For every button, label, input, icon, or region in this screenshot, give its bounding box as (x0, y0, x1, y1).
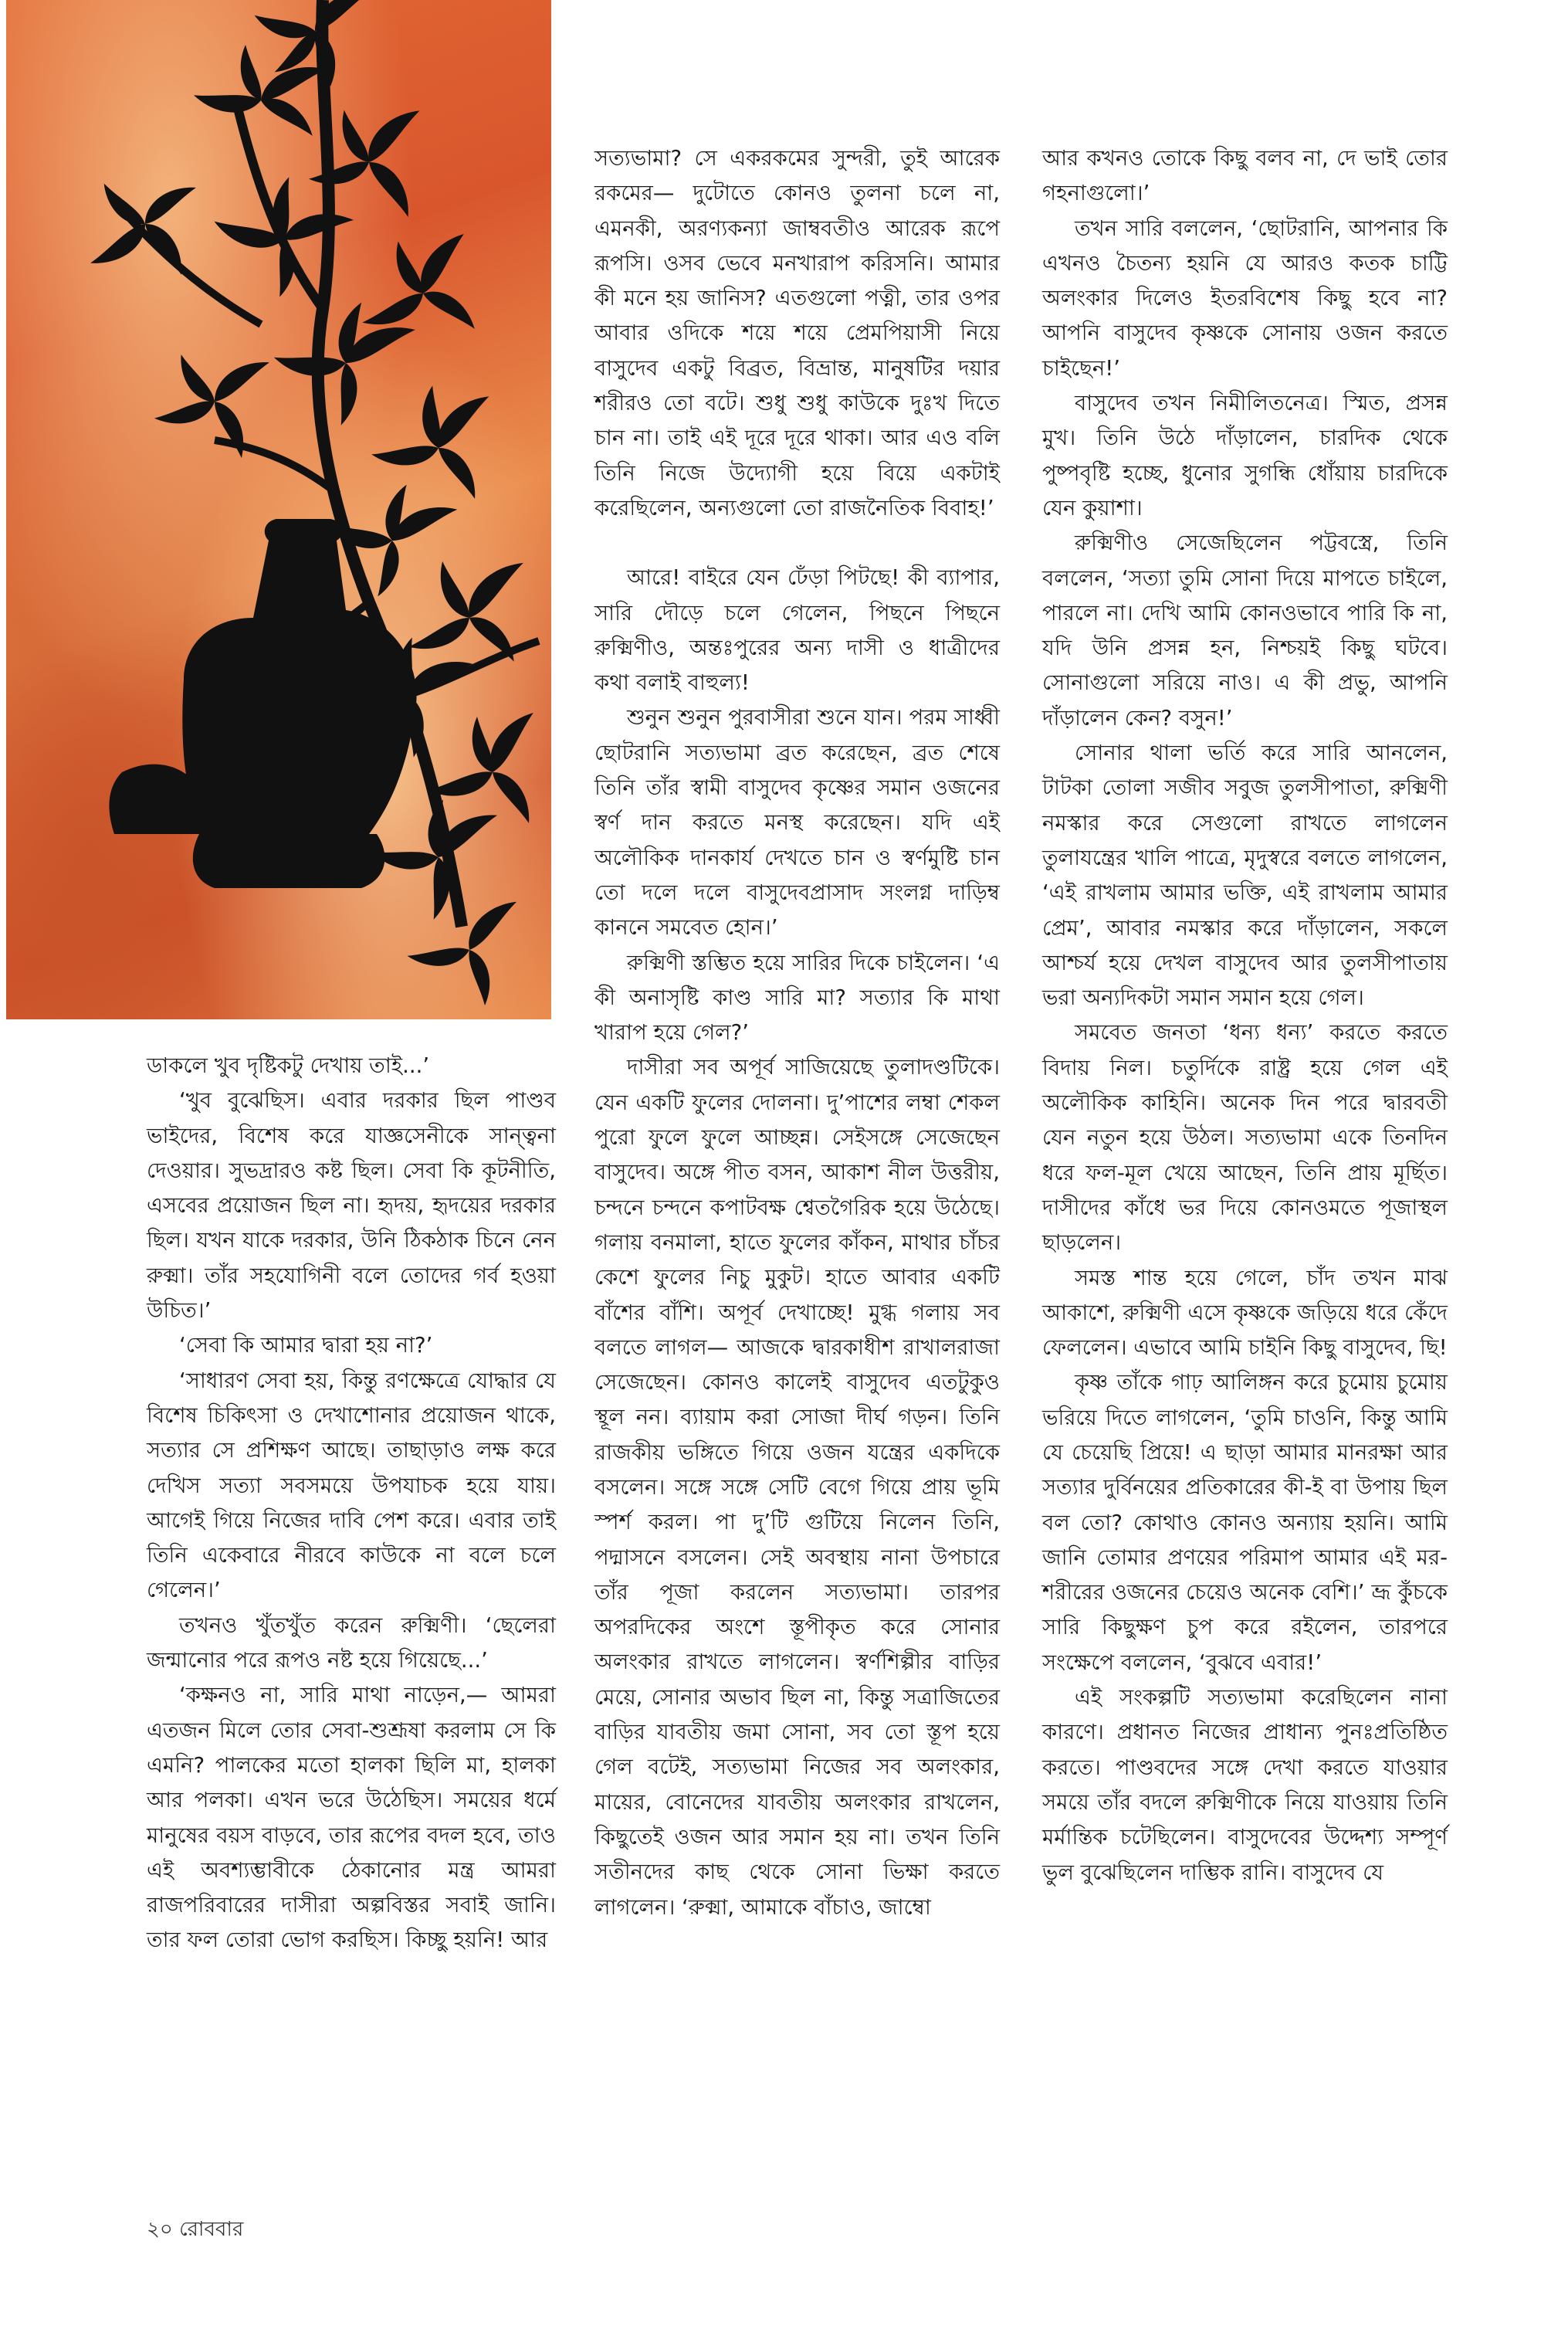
tulsi-plant-silhouette (6, 0, 551, 1019)
paragraph: দাসীরা সব অপূর্ব সাজিয়েছে তুলাদণ্ডটিকে। যেন একটি ফুলের দোলনা। দু’পাশের লম্বা শেকল পুরো ফুলে ফুলে আচ্ছন্ন। সেইসঙ্গে সেজেছেন বাসুদেব। অঙ্গে পীত বসন, আকাশ নীল উত্তরীয়, চন্দনে চন্দনে কপাটবক্ষ শ্বেতগৈরিক হয়ে উঠেছে। গলায় বনমালা, হাতে ফুলের কাঁকন, মাথার চাঁচর কেশে ফুলের নিচু মুকুট। হাতে আবার একটি বাঁশের বাঁশি। অপূর্ব দেখাচ্ছে! মুগ্ধ গলায় সব বলতে লাগল— আজকে দ্বারকাধীশ রাখালরাজা সেজেছেন। কোনও কালেই বাসুদেব এতটুকুও স্থূল নন। ব্যায়াম করা সোজা দীর্ঘ গড়ন। তিনি রাজকীয় ভঙ্গিতে গিয়ে ওজন যন্ত্রের একদিকে বসলেন। সঙ্গে সঙ্গে সেটি বেগে গিয়ে প্রায় ভূমি স্পর্শ করল। পা দু’টি গুটিয়ে নিলেন তিনি, পদ্মাসনে বসলেন। সেই অবস্থায় নানা উপচারে তাঁর পূজা করলেন সত্যভামা। তারপর অপরদিকের অংশে স্তূপীকৃত করে সোনার অলংকার রাখতে লাগলেন। স্বর্ণশিল্পীর বাড়ির মেয়ে, সোনার অভাব ছিল না, কিন্তু সত্রাজিতের বাড়ির যাবতীয় জমা সোনা, সব তো স্তূপ হয়ে গেল বটেই, সত্যভামা নিজের সব অলংকার, মায়ের, বোনেদের যাবতীয় অলংকার রাখলেন, কিছুতেই ওজন আর সমান হয় না। তখন তিনি সতীনদের কাছ থেকে সোনা ভিক্ষা করতে লাগলেন। ‘রুক্মা, আমাকে বাঁচাও, জাম্বো (594, 1055, 1000, 1920)
paragraph: ‘সাধারণ সেবা হয়, কিন্তু রণক্ষেত্রে যোদ্ধার যে বিশেষ চিকিৎসা ও দেখাশোনার প্রয়োজন থাকে, সত্যার সে প্রশিক্ষণ আছে। তাছাড়াও লক্ষ করে দেখিস সত্যা সবসময়ে উপযাচক হয়ে যায়। আগেই গিয়ে নিজের দাবি পেশ করে। এবার তাই তিনি একেবারে নীরবে কাউকে না বলে চলে গেলেন।’ (147, 1368, 556, 1603)
paragraph: তখনও খুঁতখুঁত করেন রুক্মিণী। ‘ছেলেরা জন্মানোর পরে রূপও নষ্ট হয়ে গিয়েছে...’ (147, 1612, 556, 1673)
paragraph: বাসুদেব তখন নিমীলিতনেত্র। স্মিত, প্রসন্ন মুখ। তিনি উঠে দাঁড়ালেন, চারদিক থেকে পুষ্পবৃষ্টি হচ্ছে, ধুনোর সুগন্ধি ধোঁয়ায় চারদিকে যেন কুয়াশা। (1042, 391, 1448, 520)
paragraph: আরে! বাইরে যেন ঢেঁড়া পিটছে! কী ব্যাপার, সারি দৌড়ে চলে গেলেন, পিছনে পিছনে রুক্মিণীও, অন্তঃপুরের অন্য দাসী ও ধাত্রীদের কথা বলাই বাহুল্য! (594, 565, 1000, 696)
paragraph: সোনার থালা ভর্তি করে সারি আনলেন, টাটকা তোলা সজীব সবুজ তুলসীপাতা, রুক্মিণী নমস্কার করে সেগুলো রাখতে লাগলেন তুলাযন্ত্রের খালি পাত্রে, মৃদুস্বরে বলতে লাগলেন, ‘এই রাখলাম আমার ভক্তি, এই রাখলাম আমার প্রেম’, আবার নমস্কার করে দাঁড়ালেন, সকলে আশ্চর্য হয়ে দেখল বাসুদেব আর তুলসীপাতায় ভরা অন্যদিকটা সমান সমান হয়ে গেল। (1042, 741, 1448, 1011)
paragraph: এই সংকল্পটি সত্যভামা করেছিলেন নানা কারণে। প্রধানত নিজের প্রাধান্য পুনঃপ্রতিষ্ঠিত করতে। পাণ্ডবদের সঙ্গে দেখা করতে যাওয়ার সময়ে তাঁর বদলে রুক্মিণীকে নিয়ে যাওয়ায় তিনি মর্মান্তিক চটেছিলেন। বাসুদেবের উদ্দেশ্য সম্পূর্ণ ভুল বুঝেছিলেন দাম্ভিক রানি। বাসুদেব যে (1042, 1685, 1448, 1885)
paragraph: সমস্ত শান্ত হয়ে গেলে, চাঁদ তখন মাঝ আকাশে, রুক্মিণী এসে কৃষ্ণকে জড়িয়ে ধরে কেঁদে ফেললেন। এভাবে আমি চাইনি কিছু বাসুদেব, ছি! (1042, 1265, 1448, 1361)
paragraph: ‘খুব বুঝেছিস। এবার দরকার ছিল পাণ্ডব ভাইদের, বিশেষ করে যাজ্ঞসেনীকে সান্ত্বনা দেওয়ার। সুভদ্রারও কষ্ট ছিল। সেবা কি কূটনীতি, এসবের প্রয়োজন ছিল না। হৃদয়, হৃদয়ের দরকার ছিল। যখন যাকে দরকার, উনি ঠিকঠাক চিনে নেন রুক্মা। তাঁর সহযোগিনী বলে তোদের গর্ব হওয়া উচিত।’ (147, 1088, 556, 1324)
paragraph: রুক্মিণীও সেজেছিলেন পট্টবস্ত্রে, তিনি বললেন, ‘সত্যা তুমি সোনা দিয়ে মাপতে চাইলে, পারলে না। দেখি আমি কোনওভাবে পারি কি না, যদি উনি প্রসন্ন হন, নিশ্চয়ই কিছু ঘটবে। সোনাগুলো সরিয়ে নাও। এ কী প্রভু, আপনি দাঁড়ালেন কেন? বসুন!’ (1042, 531, 1448, 731)
article-column-2 (594, 141, 1000, 1925)
paragraph: রুক্মিণী স্তম্ভিত হয়ে সারির দিকে চাইলেন। ‘এ কী অনাসৃষ্টি কাণ্ড সারি মা? সত্যার কি মাথা খারাপ হয়ে গেল?’ (594, 950, 1000, 1046)
paragraph: ‘সেবা কি আমার দ্বারা হয় না?’ (179, 1333, 433, 1358)
paragraph: সমবেত জনতা ‘ধন্য ধন্য’ করতে করতে বিদায় নিল। চতুর্দিকে রাষ্ট্র হয়ে গেল এই অলৌকিক কাহিনি। অনেক দিন পরে দ্বারবতী যেন নতুন হয়ে উঠল। সত্যভামা একে তিনদিন ধরে ফল-মূল খেয়ে আছেন, তিনি প্রায় মূর্ছিত। দাসীদের কাঁধে ভর দিয়ে কোনওমতে পূজাস্থল ছাড়লেন। (1042, 1020, 1448, 1256)
paragraph: কৃষ্ণ তাঁকে গাঢ় আলিঙ্গন করে চুমোয় চুমোয় ভরিয়ে দিতে লাগলেন, ‘তুমি চাওনি, কিন্তু আমি যে চেয়েছি প্রিয়ে! এ ছাড়া আমার মানরক্ষা আর সত্যার দুর্বিনয়ের প্রতিকারের কী-ই বা উপায় ছিল বল তো? কোথাও কোনও অন্যায় হয়নি। আমি জানি তোমার প্রণয়ের পরিমাপ আমার এই মর-শরীরের ওজনের চেয়েও অনেক বেশি।’ ভ্রূ কুঁচকে সারি কিছুক্ষণ চুপ করে রইলেন, তারপরে সংক্ষেপে বললেন, ‘বুঝবে এবার!’ (1042, 1370, 1448, 1675)
paragraph: শুনুন শুনুন পুরবাসীরা শুনে যান। পরম সাধ্বী ছোটরানি সত্যভামা ব্রত করেছেন, ব্রত শেষে তিনি তাঁর স্বামী বাসুদেব কৃষ্ণের সমান ওজনের স্বর্ণ দান করতে মনস্থ করেছেন। যদি এই অলৌকিক দানকার্য দেখতে চান ও স্বর্ণমুষ্টি চান তো দলে দলে বাসুদেবপ্রাসাদ সংলগ্ন দাড়িম্ব কাননে সমবেত হোন।’ (594, 705, 1000, 941)
paragraph: আর কখনও তোকে কিছু বলব না, দে ভাই তোর গহনাগুলো।’ (1042, 146, 1448, 206)
illustration (6, 0, 551, 1019)
page-footer: ২০ রোববার (147, 2218, 244, 2241)
article-column-1 (147, 1049, 556, 1958)
paragraph: ‘কক্ষনও না, সারি মাথা নাড়েন,— আমরা এতজন মিলে তোর সেবা-শুশ্রূষা করলাম সে কি এমনি? পালকের মতো হালকা ছিলি মা, হালকা আর পলকা। এখন ভরে উঠেছিস। সময়ের ধর্মে মানুষের বয়স বাড়বে, তার রূপের বদল হবে, তাও এই অবশ্যম্ভাবীকে ঠেকানোর মন্ত্র আমরা রাজপরিবারের দাসীরা অল্পবিস্তর সবাই জানি। তার ফল তোরা ভোগ করছিস। কিচ্ছু হয়নি! আর (147, 1683, 556, 1953)
paragraph: ডাকলে খুব দৃষ্টিকটু দেখায় তাই...’ (147, 1053, 430, 1078)
article-column-3 (1042, 141, 1448, 1890)
paragraph: তখন সারি বললেন, ‘ছোটরানি, আপনার কি এখনও চৈতন্য হয়নি যে আরও কতক চাট্টি অলংকার দিলেও ইতরবিশেষ কিছু হবে না? আপনি বাসুদেব কৃষ্ণকে সোনায় ওজন করতে চাইছেন!’ (1042, 215, 1448, 381)
paragraph: সত্যভামা? সে একরকমের সুন্দরী, তুই আরেক রকমের— দুটোতে কোনও তুলনা চলে না, এমনকী, অরণ্যকন্যা জাম্ববতীও আরেক রূপে রূপসি। ওসব ভেবে মনখারাপ করিসনি। আমার কী মনে হয় জানিস? এতগুলো পত্নী, তার ওপর আবার ওদিকে শয়ে শয়ে প্রেমপিয়াসী নিয়ে বাসুদেব একটু বিব্রত, বিভ্রান্ত, মানুষটির দয়ার শরীরও তো বটে। শুধু শুধু কাউকে দুঃখ দিতে চান না। তাই এই দূরে দূরে থাকা। আর এও বলি তিনি নিজে উদ্যোগী হয়ে বিয়ে একটাই করেছিলেন, অন্যগুলো তো রাজনৈতিক বিবাহ!’ (594, 146, 1000, 520)
